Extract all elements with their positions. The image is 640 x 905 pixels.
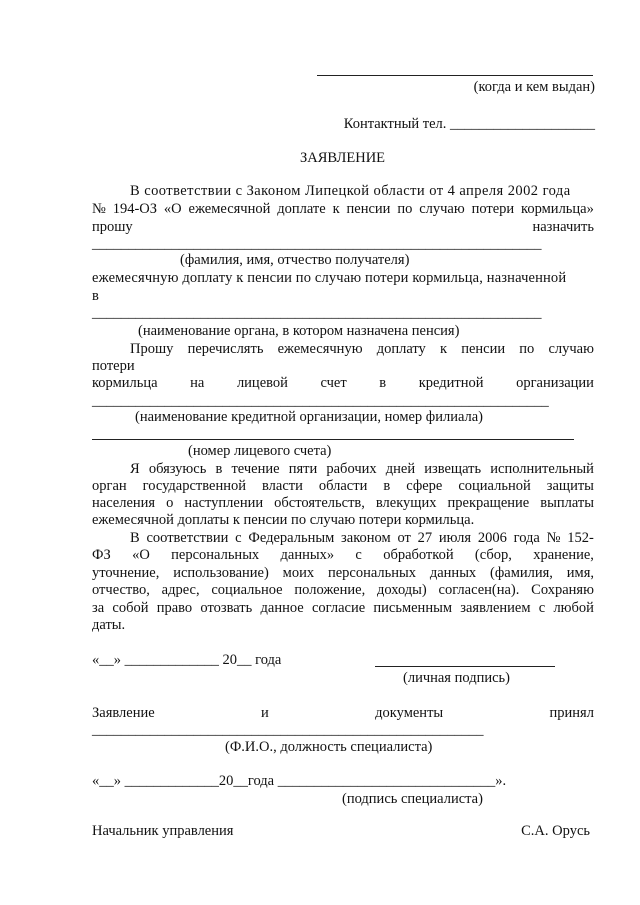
word: «О <box>163 201 182 217</box>
word: защиты <box>546 478 594 494</box>
word: (сбор, <box>474 547 512 563</box>
intro-line-3-left: прошу <box>92 219 133 235</box>
recipient-caption: (фамилия, имя, отчество получателя) <box>180 252 410 268</box>
word: Я <box>130 461 140 477</box>
word: персональных <box>171 547 260 563</box>
word: соответствии <box>146 530 229 546</box>
word: заявлением <box>460 600 531 616</box>
word: отчество, <box>92 582 150 598</box>
word: о <box>166 495 174 511</box>
word: 194-ОЗ <box>112 201 158 217</box>
word: сфере <box>406 478 443 494</box>
word: письменным <box>373 600 452 616</box>
word: обязуюсь <box>148 461 207 477</box>
word: Прошу <box>130 341 174 357</box>
consent-line-5 <box>92 600 594 617</box>
word: хранение, <box>533 547 594 563</box>
head-of-department-name: С.А. Орусь <box>521 823 590 839</box>
word: 27 <box>417 530 433 546</box>
word: пенсии <box>461 341 506 357</box>
bank-field: _______________________________________________________________ <box>92 393 549 409</box>
word: социальное <box>211 582 283 598</box>
word: доплату <box>376 341 426 357</box>
word: за <box>92 600 105 616</box>
word: № <box>546 530 561 546</box>
word: собой <box>112 600 149 616</box>
word: влекущих <box>375 495 437 511</box>
word: адрес, <box>161 582 200 598</box>
account-number-field <box>92 439 574 440</box>
personal-signature-caption: (личная подпись) <box>403 670 510 686</box>
word: от <box>397 530 411 546</box>
word: года <box>513 530 540 546</box>
assignment-line-1: ежемесячную доплату к пенсии по случаю потери кормильца, назначенной <box>92 270 567 286</box>
word: с <box>235 530 242 546</box>
bank-caption: (наименование кредитной организации, номер филиала) <box>135 409 484 425</box>
assignment-line-2: в <box>92 288 99 304</box>
word: течение <box>231 461 280 477</box>
word: принял <box>549 705 594 721</box>
specialist-name-caption: (Ф.И.О., должность специалиста) <box>225 739 433 755</box>
word: доходы) <box>376 582 427 598</box>
word: данных» <box>280 547 335 563</box>
issued-caption: (когда и кем выдан) <box>473 79 595 95</box>
account-number-caption: (номер лицевого счета) <box>188 443 332 459</box>
word: социальной <box>458 478 531 494</box>
word: по <box>397 201 413 217</box>
contact-phone-label: Контактный тел. ____________________ <box>343 116 595 132</box>
word: имя, <box>566 565 594 581</box>
recipient-name-field: ______________________________________________________________ <box>92 236 542 252</box>
word: к <box>439 341 448 357</box>
word: согласен(на). <box>438 582 520 598</box>
word: право <box>156 600 193 616</box>
word: (фамилия, <box>490 565 553 581</box>
obligation-line-3 <box>92 495 594 512</box>
word: к <box>332 201 340 217</box>
word: наступлении <box>184 495 264 511</box>
obligation-line-2 <box>92 478 594 495</box>
transfer-line-3 <box>92 375 594 392</box>
word: в <box>379 375 387 391</box>
word: извещать <box>424 461 482 477</box>
word: ФЗ <box>92 547 111 563</box>
word: пенсии <box>346 201 391 217</box>
consent-line-6: даты. <box>92 617 126 633</box>
word: с <box>538 600 546 616</box>
word: согласие <box>311 600 366 616</box>
word: и <box>261 705 269 721</box>
word: населения <box>92 495 156 511</box>
word: 152- <box>567 530 594 546</box>
word: Федеральным <box>248 530 335 546</box>
consent-line-3 <box>92 565 594 582</box>
word: кормильца» <box>521 201 594 217</box>
word: исполнительный <box>490 461 594 477</box>
word: обстоятельств, <box>274 495 365 511</box>
word: рабочих <box>326 461 377 477</box>
word: уточнение, <box>92 565 160 581</box>
consent-line-4 <box>92 582 594 599</box>
word: июля <box>438 530 472 546</box>
word: в <box>215 461 223 477</box>
acceptance-date-line: «__» _____________20__года ______________________________». <box>92 773 507 789</box>
word: перечислять <box>187 341 264 357</box>
word: моих <box>282 565 315 581</box>
application-date-line: «__» _____________ 20__ года <box>92 652 282 668</box>
word: дней <box>385 461 416 477</box>
word: прекращение <box>447 495 530 511</box>
word: доплате <box>277 201 326 217</box>
word: потери <box>471 201 515 217</box>
transfer-line-1 <box>130 341 594 358</box>
specialist-signature-caption: (подпись специалиста) <box>342 791 483 807</box>
obligation-line-1 <box>130 461 594 478</box>
consent-line-1 <box>130 530 594 547</box>
consent-line-2 <box>92 547 594 564</box>
word: Сохраняю <box>531 582 594 598</box>
word: обработкой <box>383 547 454 563</box>
word: с <box>355 547 362 563</box>
word: лицевой <box>236 375 288 391</box>
word: использование) <box>173 565 269 581</box>
transfer-line-2: потери <box>92 358 135 374</box>
word: 2006 <box>477 530 507 546</box>
word: данное <box>260 600 304 616</box>
word: законом <box>341 530 391 546</box>
word: в <box>383 478 391 494</box>
word: любой <box>553 600 594 616</box>
word: данных <box>429 565 477 581</box>
word: области <box>318 478 368 494</box>
pension-organ-field: ______________________________________________________________ <box>92 305 542 321</box>
word: пяти <box>288 461 318 477</box>
word: «О <box>132 547 150 563</box>
word: ежемесячную <box>277 341 363 357</box>
head-of-department-label: Начальник управления <box>92 823 234 839</box>
word: положение, <box>294 582 366 598</box>
word: Заявление <box>92 705 155 721</box>
word: по <box>519 341 535 357</box>
accepted-line <box>92 705 594 722</box>
personal-signature-field <box>375 666 555 667</box>
word: кормильца <box>92 375 158 391</box>
word: власти <box>262 478 303 494</box>
word: документы <box>375 705 444 721</box>
document-title: ЗАЯВЛЕНИЕ <box>300 150 386 166</box>
issuer-line <box>317 75 593 76</box>
word: персональных <box>327 565 417 581</box>
word: № <box>92 201 106 217</box>
word: выплаты <box>540 495 594 511</box>
word: случаю <box>419 201 465 217</box>
obligation-line-4: ежемесячной доплаты к пенсии по случаю потери кормильца. <box>92 512 475 528</box>
word: случаю <box>548 341 594 357</box>
word: В <box>130 530 140 546</box>
intro-line-1: В соответствии с Законом Липецкой области от 4 апреля 2002 года <box>130 183 571 199</box>
word: государственной <box>142 478 246 494</box>
word: кредитной <box>418 375 484 391</box>
intro-line-3-right: назначить <box>532 219 594 235</box>
word: орган <box>92 478 127 494</box>
word: организации <box>516 375 594 391</box>
word: на <box>190 375 205 391</box>
word: ежемесячной <box>188 201 271 217</box>
word: счет <box>320 375 347 391</box>
specialist-name-field: ______________________________________________________ <box>92 722 484 738</box>
intro-line-2 <box>92 201 594 218</box>
pension-organ-caption: (наименование органа, в котором назначена пенсия) <box>138 323 460 339</box>
word: отозвать <box>200 600 253 616</box>
